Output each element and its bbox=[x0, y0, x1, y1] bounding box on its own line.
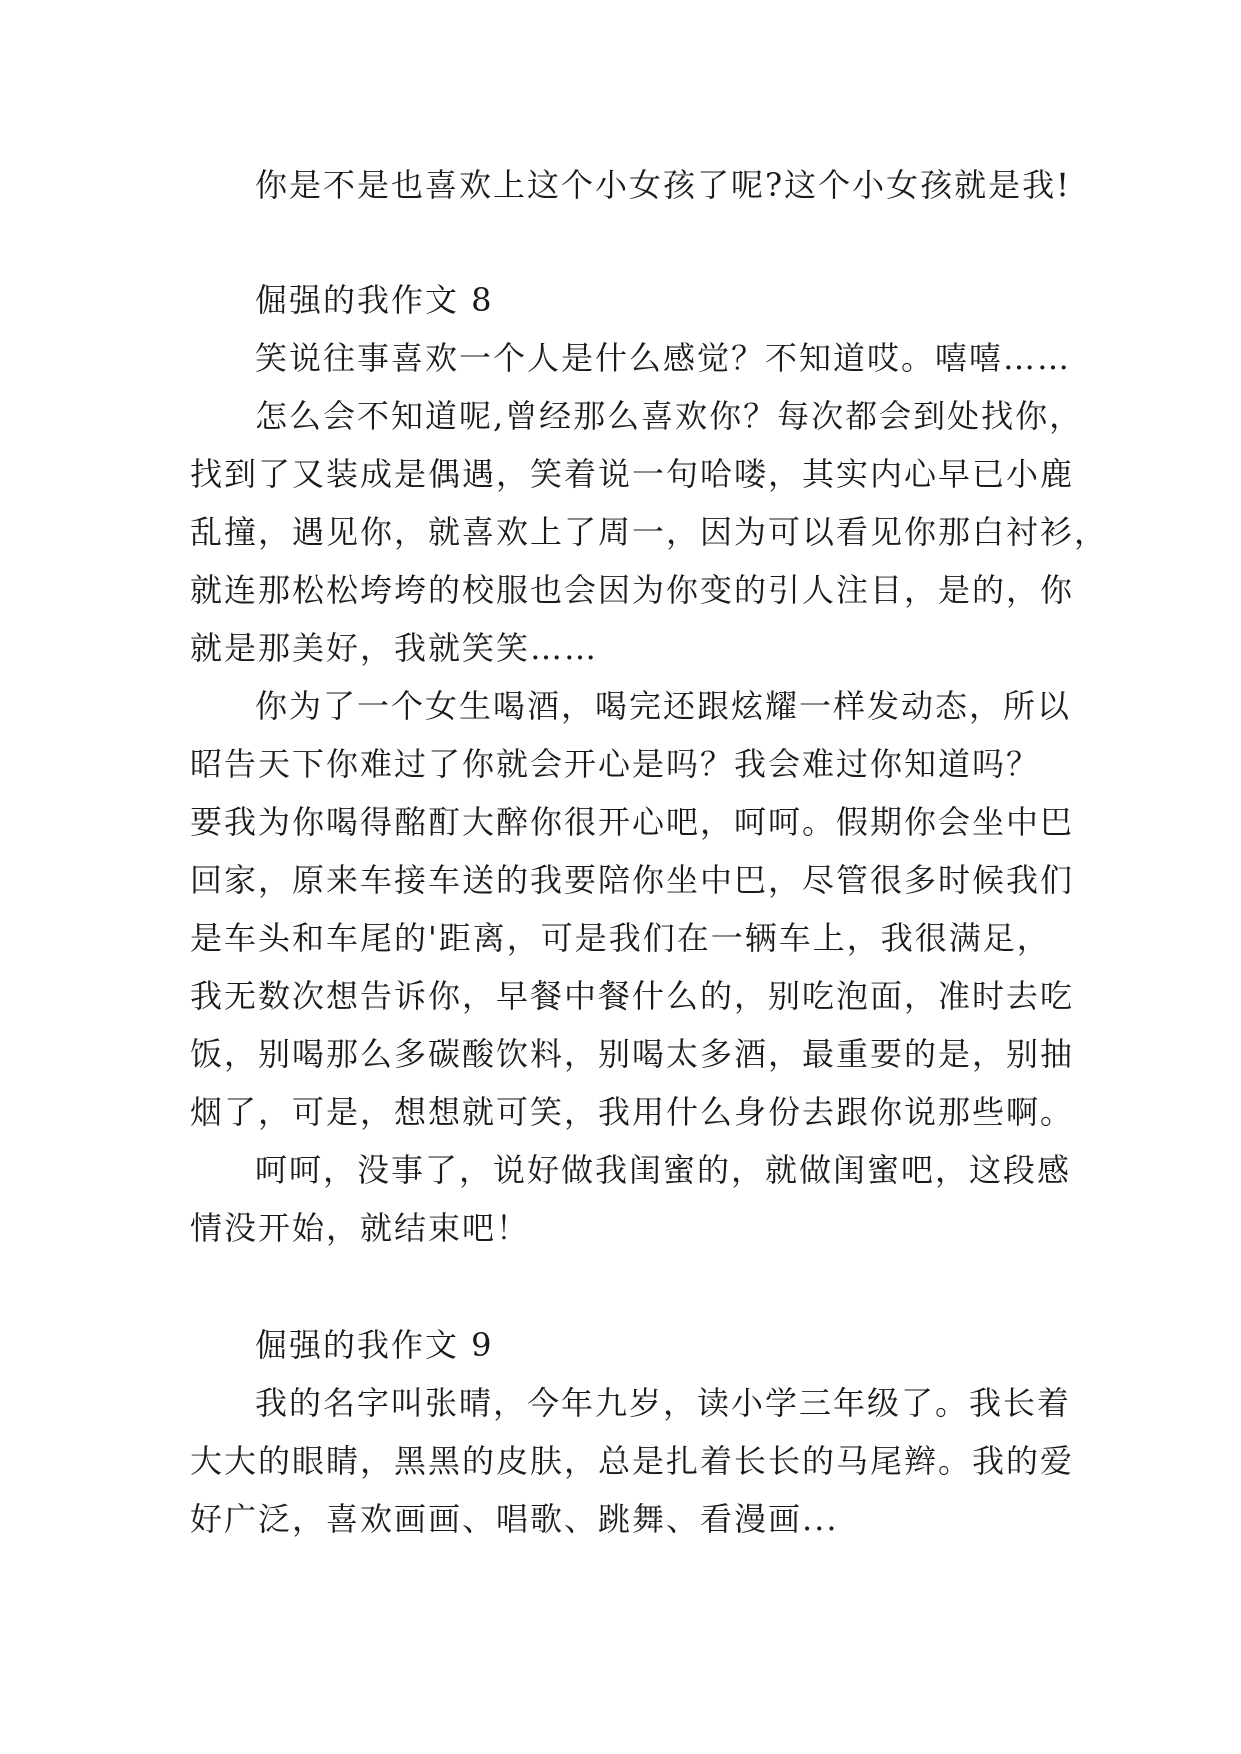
essay-8-heading: 倔强的我作文 8 bbox=[255, 281, 494, 319]
essay-9-heading: 倔强的我作文 9 bbox=[255, 1326, 494, 1364]
essay-9-line-2: 大大的眼睛，黑黑的皮肤，总是扎着长长的马尾辫。我的爱 bbox=[190, 1442, 1075, 1480]
essay-8-line-9: 要我为你喝得酩酊大醉你很开心吧，呵呵。假期你会坐中巴 bbox=[190, 803, 1075, 841]
essay-8-line-15: 呵呵，没事了，说好做我闺蜜的，就做闺蜜吧，这段感 bbox=[255, 1151, 1072, 1189]
essay-8-line-16: 情没开始，就结束吧！ bbox=[190, 1209, 531, 1247]
essay-9-line-1: 我的名字叫张晴，今年九岁，读小学三年级了。我长着 bbox=[255, 1384, 1072, 1422]
essay-8-line-8: 昭告天下你难过了你就会开心是吗？我会难过你知道吗？ bbox=[190, 745, 1041, 783]
closing-line: 你是不是也喜欢上这个小女孩了呢?这个小女孩就是我! bbox=[255, 166, 1072, 204]
essay-8-line-13: 饭，别喝那么多碳酸饮料，别喝太多酒，最重要的是，别抽 bbox=[190, 1035, 1075, 1073]
essay-8-line-7: 你为了一个女生喝酒，喝完还跟炫耀一样发动态，所以 bbox=[255, 687, 1072, 725]
essay-8-line-12: 我无数次想告诉你，早餐中餐什么的，别吃泡面，准时去吃 bbox=[190, 977, 1075, 1015]
essay-8-line-6: 就是那美好，我就笑笑…… bbox=[190, 629, 599, 667]
essay-9-line-3: 好广泛，喜欢画画、唱歌、跳舞、看漫画... bbox=[190, 1500, 839, 1538]
essay-8-line-4: 乱撞，遇见你，就喜欢上了周一，因为可以看见你那白衬衫， bbox=[190, 513, 1109, 551]
essay-8-line-2: 怎么会不知道呢,曾经那么喜欢你？每次都会到处找你， bbox=[255, 397, 1084, 435]
essay-8-line-14: 烟了，可是，想想就可笑，我用什么身份去跟你说那些啊。 bbox=[190, 1093, 1075, 1131]
essay-8-line-10: 回家，原来车接车送的我要陪你坐中巴，尽管很多时候我们 bbox=[190, 861, 1075, 899]
essay-8-line-1: 笑说往事喜欢一个人是什么感觉？不知道哎。嘻嘻…… bbox=[255, 339, 1072, 377]
essay-8-line-3: 找到了又装成是偶遇，笑着说一句哈喽，其实内心早已小鹿 bbox=[190, 455, 1075, 493]
essay-8-line-5: 就连那松松垮垮的校服也会因为你变的引人注目，是的，你 bbox=[190, 571, 1075, 609]
essay-8-line-11: 是车头和车尾的'距离，可是我们在一辆车上，我很满足， bbox=[190, 919, 1051, 957]
